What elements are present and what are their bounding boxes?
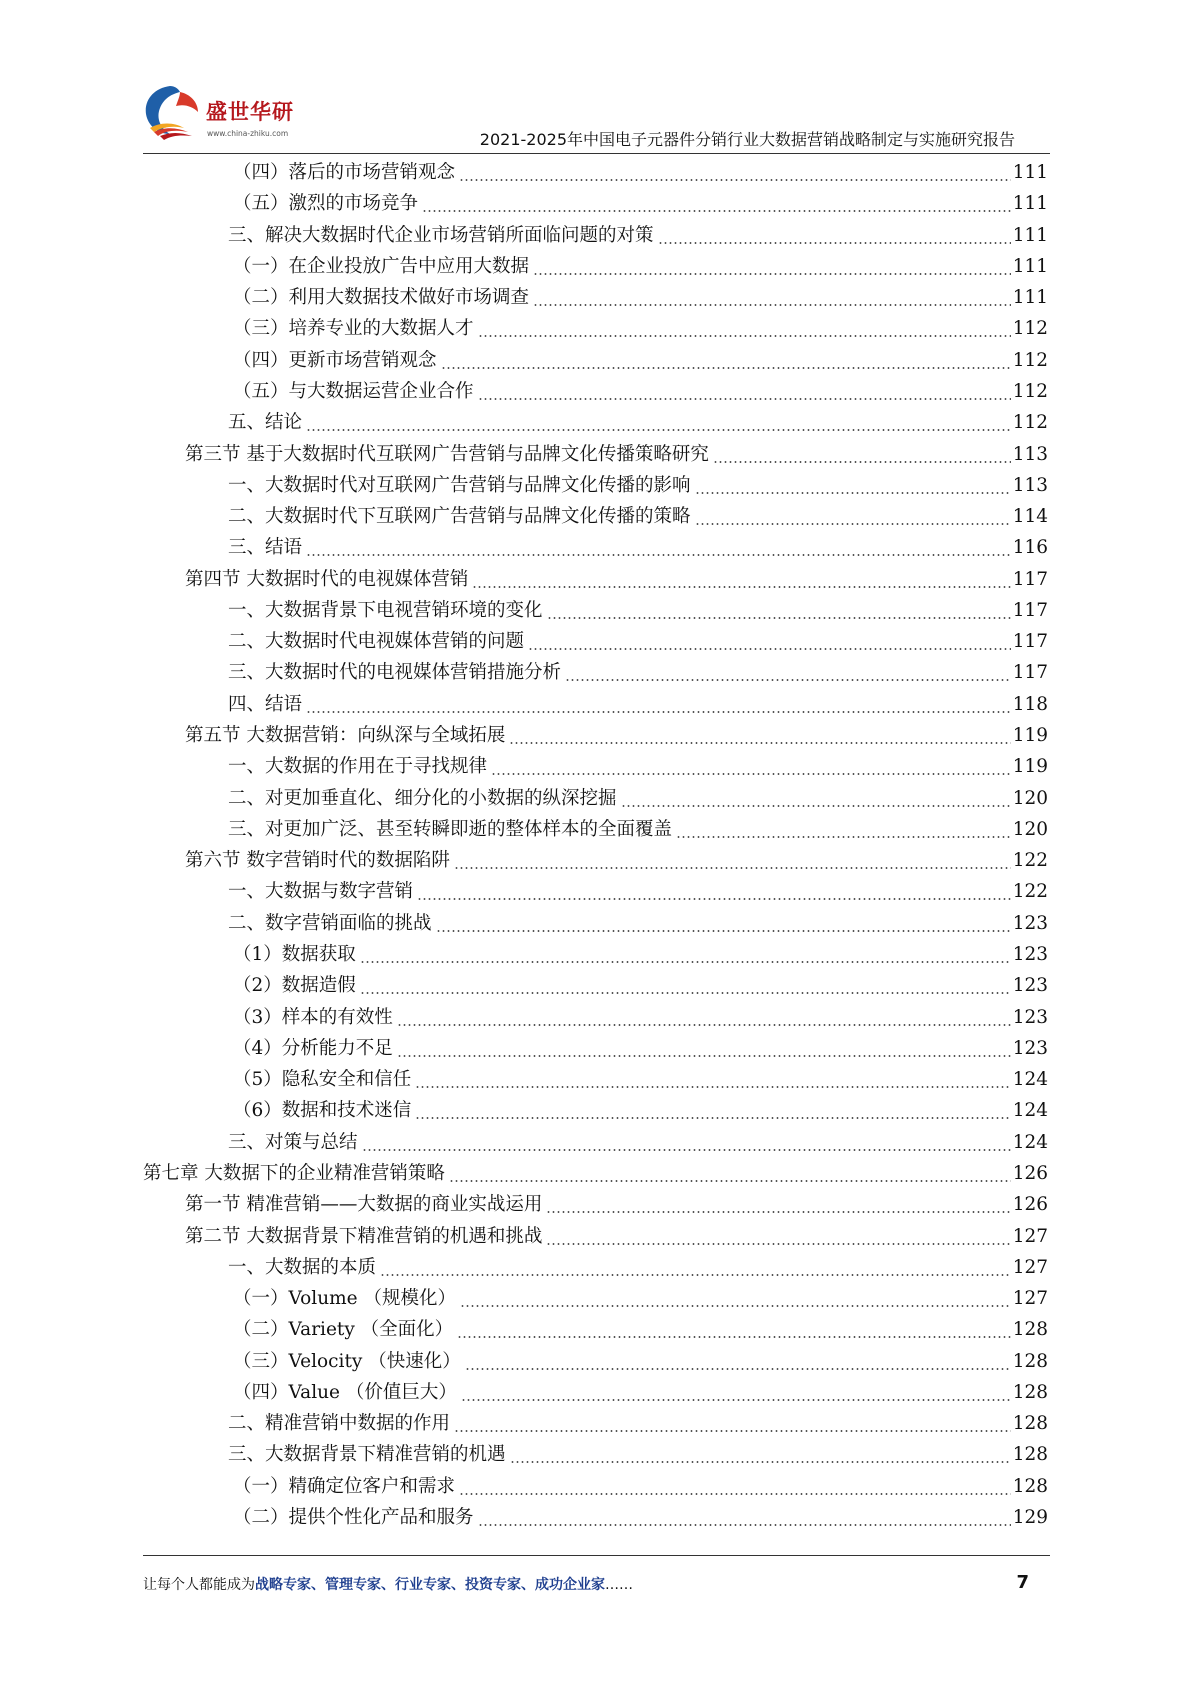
- toc-entry[interactable]: [233, 314, 1048, 344]
- toc-leader-dots: [454, 1430, 1011, 1432]
- toc-entry-page: 120: [1012, 818, 1048, 840]
- toc-entry-title: （五）与大数据运营企业合作: [233, 380, 474, 402]
- toc-entry-title: 三、对更加广泛、甚至转瞬即逝的整体样本的全面覆盖: [228, 818, 673, 840]
- toc-leader-dots: [459, 179, 1011, 181]
- toc-entry-page: 117: [1012, 631, 1048, 653]
- toc-entry-page: 127: [1012, 1225, 1048, 1247]
- toc-entry-page: 113: [1012, 474, 1048, 496]
- toc-entry-page: 128: [1012, 1444, 1048, 1466]
- toc-entry-title: （四）Value （价值巨大）: [233, 1381, 457, 1403]
- toc-entry[interactable]: [228, 815, 1048, 845]
- toc-entry-title: 第二节 大数据背景下精准营销的机遇和挑战: [185, 1225, 543, 1247]
- toc-leader-dots: [360, 961, 1011, 963]
- toc-entry[interactable]: [233, 283, 1048, 313]
- toc-leader-dots: [454, 867, 1011, 869]
- toc-leader-dots: [491, 773, 1011, 775]
- toc-entry-title: 第六节 数字营销时代的数据陷阱: [185, 850, 450, 872]
- toc-entry[interactable]: [233, 971, 1048, 1001]
- toc-entry-title: （1）数据获取: [233, 944, 356, 965]
- toc-entry-title: 三、对策与总结: [228, 1131, 358, 1153]
- toc-entry-page: 112: [1012, 380, 1048, 402]
- toc-entry-title: 三、大数据背景下精准营销的机遇: [228, 1444, 506, 1466]
- slogan-prefix: 让每个人都能成为: [143, 1577, 255, 1593]
- toc-entry-page: 123: [1012, 1006, 1048, 1028]
- toc-leader-dots: [380, 1274, 1011, 1276]
- toc-leader-dots: [460, 1305, 1011, 1307]
- toc-leader-dots: [422, 210, 1011, 212]
- toc-entry-title: （二）提供个性化产品和服务: [233, 1507, 474, 1529]
- toc-entry-title: （二）利用大数据技术做好市场调查: [233, 287, 530, 309]
- toc-entry-title: 四、结语: [228, 693, 303, 715]
- toc-entry-page: 116: [1012, 537, 1048, 559]
- toc-entry[interactable]: [233, 158, 1048, 188]
- toc-entry-title: 第四节 大数据时代的电视媒体营销: [185, 568, 469, 590]
- page-number: 7: [1016, 1572, 1029, 1593]
- toc-entry-title: （4）分析能力不足: [233, 1037, 393, 1059]
- toc-entry-title: （一）Volume （规模化）: [233, 1288, 457, 1310]
- toc-entry[interactable]: [185, 1222, 1048, 1252]
- toc-entry-title: 三、解决大数据时代企业市场营销所面临问题的对策: [228, 224, 654, 246]
- toc-entry-page: 126: [1012, 1162, 1048, 1184]
- toc-entry-page: 117: [1012, 568, 1048, 590]
- toc-entry[interactable]: [233, 940, 1048, 970]
- toc-entry-page: 123: [1012, 1037, 1048, 1059]
- toc-entry-page: 120: [1012, 787, 1048, 809]
- toc-leader-dots: [621, 805, 1011, 807]
- toc-entry[interactable]: [185, 846, 1048, 876]
- toc-leader-dots: [436, 930, 1011, 932]
- toc-entry[interactable]: [228, 408, 1048, 438]
- toc-entry[interactable]: [228, 658, 1048, 688]
- toc-entry-title: 二、精准营销中数据的作用: [228, 1413, 451, 1435]
- toc-entry-title: （一）在企业投放广告中应用大数据: [233, 255, 530, 277]
- toc-leader-dots: [465, 1368, 1011, 1370]
- toc-entry-page: 128: [1012, 1413, 1048, 1435]
- toc-leader-dots: [533, 273, 1011, 275]
- toc-entry-title: （3）样本的有效性: [233, 1006, 393, 1028]
- toc-entry-page: 123: [1012, 944, 1048, 965]
- toc-entry-page: 128: [1012, 1475, 1048, 1497]
- toc-entry-page: 119: [1012, 756, 1048, 778]
- toc-leader-dots: [441, 367, 1011, 369]
- footer-slogan: [143, 1574, 633, 1594]
- toc-entry[interactable]: [228, 690, 1048, 720]
- toc-entry[interactable]: [228, 502, 1048, 532]
- toc-entry-title: （三）Velocity （快速化）: [233, 1350, 461, 1372]
- company-logo: [140, 82, 320, 152]
- toc-entry[interactable]: [233, 1096, 1048, 1126]
- toc-leader-dots: [306, 429, 1011, 431]
- toc-entry-title: （6）数据和技术迷信: [233, 1100, 412, 1122]
- toc-entry-page: 111: [1012, 224, 1048, 246]
- toc-leader-dots: [565, 679, 1011, 681]
- toc-entry-page: 127: [1012, 1256, 1048, 1278]
- toc-entry[interactable]: [228, 533, 1048, 563]
- toc-leader-dots: [472, 586, 1010, 588]
- toc-entry-title: 第五节 大数据营销：向纵深与全域拓展: [185, 725, 506, 747]
- toc-leader-dots: [695, 492, 1011, 494]
- toc-entry[interactable]: [233, 1503, 1048, 1533]
- toc-entry[interactable]: [228, 596, 1048, 626]
- toc-entry[interactable]: [185, 1190, 1048, 1220]
- toc-entry[interactable]: [228, 877, 1048, 907]
- toc-entry-title: （四）落后的市场营销观念: [233, 162, 456, 183]
- toc-leader-dots: [461, 1399, 1011, 1401]
- toc-entry[interactable]: [185, 440, 1048, 470]
- toc-entry-page: 128: [1012, 1381, 1048, 1403]
- toc-entry[interactable]: [233, 1378, 1048, 1408]
- page-header: [0, 0, 1191, 160]
- toc-entry-title: 三、大数据时代的电视媒体营销措施分析: [228, 662, 562, 684]
- toc-entry-page: 123: [1012, 912, 1048, 934]
- toc-entry[interactable]: [185, 565, 1048, 595]
- toc-entry-page: 122: [1012, 850, 1048, 872]
- toc-entry-title: 三、结语: [228, 537, 303, 559]
- toc-entry[interactable]: [233, 1034, 1048, 1064]
- toc-leader-dots: [546, 1243, 1010, 1245]
- toc-entry-page: 124: [1012, 1069, 1048, 1091]
- logo-url: www.china-zhiku.com: [207, 129, 289, 138]
- toc-entry[interactable]: [228, 784, 1048, 814]
- report-title: 2021-2025年中国电子元器件分销行业大数据营销战略制定与实施研究报告: [479, 130, 1015, 149]
- toc-entry[interactable]: [233, 1065, 1048, 1095]
- toc-entry[interactable]: [233, 1003, 1048, 1033]
- toc-entry-page: 114: [1012, 506, 1048, 528]
- toc-entry-title: 二、数字营销面临的挑战: [228, 912, 432, 934]
- toc-leader-dots: [547, 617, 1011, 619]
- toc-leader-dots: [533, 304, 1011, 306]
- toc-entry-page: 128: [1012, 1350, 1048, 1372]
- toc-entry-page: 118: [1012, 693, 1048, 715]
- toc-entry-page: 123: [1012, 975, 1048, 997]
- toc-entry-page: 119: [1012, 725, 1048, 747]
- toc-entry[interactable]: [228, 627, 1048, 657]
- toc-entry-title: 二、大数据时代电视媒体营销的问题: [228, 631, 525, 653]
- toc-entry-page: 117: [1012, 599, 1048, 621]
- toc-entry-title: 二、大数据时代下互联网广告营销与品牌文化传播的策略: [228, 506, 691, 528]
- toc-leader-dots: [478, 335, 1011, 337]
- toc-leader-dots: [510, 1461, 1011, 1463]
- toc-entry-title: （三）培养专业的大数据人才: [233, 318, 474, 340]
- toc-entry-title: 第一节 精准营销——大数据的商业实战运用: [185, 1194, 543, 1216]
- toc-leader-dots: [457, 1336, 1011, 1338]
- toc-entry[interactable]: [233, 346, 1048, 376]
- toc-entry-page: 127: [1012, 1288, 1048, 1310]
- toc-leader-dots: [478, 1524, 1011, 1526]
- toc-leader-dots: [658, 242, 1011, 244]
- toc-entry-page: 129: [1012, 1507, 1048, 1529]
- toc-entry-title: 一、大数据时代对互联网广告营销与品牌文化传播的影响: [228, 474, 691, 496]
- toc-entry[interactable]: [233, 377, 1048, 407]
- toc-leader-dots: [676, 836, 1011, 838]
- toc-entry-title: （四）更新市场营销观念: [233, 349, 437, 371]
- toc-entry-page: 122: [1012, 881, 1048, 903]
- toc-entry[interactable]: [233, 1315, 1048, 1345]
- toc-entry-title: 一、大数据背景下电视营销环境的变化: [228, 599, 543, 621]
- toc-entry[interactable]: [228, 221, 1048, 251]
- toc-entry-page: 111: [1012, 162, 1048, 183]
- toc-entry[interactable]: [233, 1347, 1048, 1377]
- toc-leader-dots: [528, 648, 1011, 650]
- toc-entry-title: 第七章 大数据下的企业精准营销策略: [143, 1162, 445, 1184]
- toc-leader-dots: [509, 742, 1010, 744]
- toc-entry-title: （二）Variety （全面化）: [233, 1319, 454, 1341]
- footer-divider: [143, 1555, 1050, 1556]
- toc-entry[interactable]: [228, 1440, 1048, 1470]
- toc-entry[interactable]: [143, 1159, 1048, 1189]
- logo-emblem-icon: [140, 82, 204, 144]
- toc-entry-page: 124: [1012, 1100, 1048, 1122]
- toc-leader-dots: [415, 1117, 1010, 1119]
- toc-leader-dots: [397, 1024, 1011, 1026]
- toc-entry-page: 111: [1012, 287, 1048, 309]
- toc-entry[interactable]: [228, 752, 1048, 782]
- toc-leader-dots: [397, 1055, 1011, 1057]
- toc-entry[interactable]: [228, 471, 1048, 501]
- toc-leader-dots: [360, 992, 1011, 994]
- toc-entry-page: 111: [1012, 193, 1048, 215]
- toc-entry-page: 113: [1012, 443, 1048, 465]
- toc-entry-title: （5）隐私安全和信任: [233, 1069, 412, 1091]
- slogan-suffix: ……: [605, 1577, 633, 1593]
- toc-entry[interactable]: [228, 1128, 1048, 1158]
- toc-entry[interactable]: [228, 1253, 1048, 1283]
- toc-leader-dots: [449, 1180, 1011, 1182]
- toc-entry[interactable]: [233, 252, 1048, 282]
- toc-entry-page: 126: [1012, 1194, 1048, 1216]
- toc-entry-title: （一）精确定位客户和需求: [233, 1475, 456, 1497]
- toc-entry[interactable]: [233, 1284, 1048, 1314]
- toc-entry[interactable]: [233, 189, 1048, 219]
- toc-entry-page: 112: [1012, 412, 1048, 434]
- toc-entry[interactable]: [185, 721, 1048, 751]
- toc-leader-dots: [415, 1086, 1010, 1088]
- toc-entry-page: 117: [1012, 662, 1048, 684]
- toc-entry-title: 第三节 基于大数据时代互联网广告营销与品牌文化传播策略研究: [185, 443, 709, 465]
- toc-entry-title: 一、大数据与数字营销: [228, 881, 414, 903]
- toc-leader-dots: [478, 398, 1011, 400]
- toc-entry-page: 124: [1012, 1131, 1048, 1153]
- toc-entry[interactable]: [228, 1409, 1048, 1439]
- toc-entry-page: 128: [1012, 1319, 1048, 1341]
- toc-leader-dots: [417, 898, 1011, 900]
- toc-entry-title: 一、大数据的本质: [228, 1256, 377, 1278]
- toc-entry-title: 一、大数据的作用在于寻找规律: [228, 756, 488, 778]
- toc-leader-dots: [459, 1493, 1011, 1495]
- toc-leader-dots: [546, 1211, 1010, 1213]
- toc-leader-dots: [306, 711, 1011, 713]
- toc-leader-dots: [713, 461, 1011, 463]
- toc-entry-page: 112: [1012, 318, 1048, 340]
- toc-entry-page: 111: [1012, 255, 1048, 277]
- slogan-highlight: 战略专家、管理专家、行业专家、投资专家、成功企业家: [255, 1577, 605, 1593]
- toc-entry-title: （五）激烈的市场竞争: [233, 193, 419, 215]
- toc-entry-title: 二、对更加垂直化、细分化的小数据的纵深挖掘: [228, 787, 617, 809]
- toc-entry-page: 112: [1012, 349, 1048, 371]
- toc-entry[interactable]: [233, 1472, 1048, 1502]
- toc-leader-dots: [362, 1149, 1011, 1151]
- toc-leader-dots: [695, 523, 1011, 525]
- logo-name: 盛世华研: [206, 100, 294, 124]
- toc-leader-dots: [306, 554, 1011, 556]
- header-divider: [143, 153, 1050, 154]
- toc-entry-title: （2）数据造假: [233, 975, 356, 997]
- toc-entry-title: 五、结论: [228, 412, 303, 434]
- toc-entry[interactable]: [228, 909, 1048, 939]
